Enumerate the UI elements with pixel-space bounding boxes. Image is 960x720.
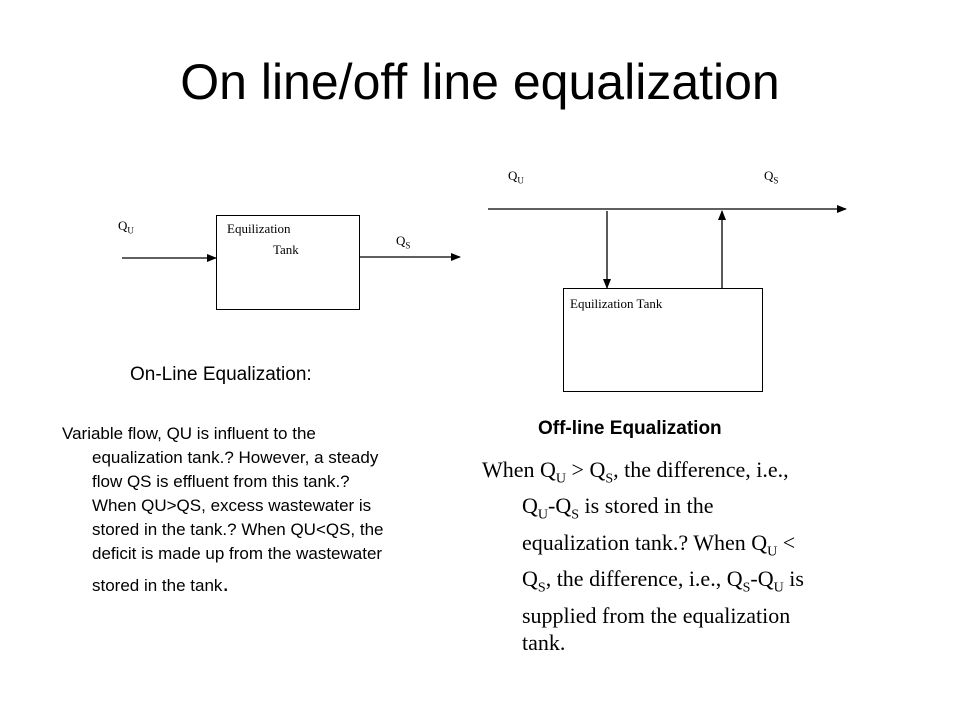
- online-text-line: flow QS is effluent from this tank.?: [92, 472, 350, 491]
- online-description: [62, 422, 482, 598]
- online-caption: On-Line Equalization:: [130, 364, 312, 385]
- online-text-line: Variable flow, QU is influent to the: [62, 424, 316, 443]
- offline-text-line: supplied from the equalization: [522, 602, 791, 628]
- online-text-line: When QU>QS, excess wastewater is: [92, 496, 372, 515]
- online-tank-label-line1: Equilization: [227, 221, 291, 236]
- online-text-line: stored in the tank.: [92, 570, 230, 597]
- offline-text-line: $Q_S$, the difference, i.e., $Q_S-Q_U$ is: [522, 566, 804, 596]
- online-text-line: equalization tank.? However, a steady: [92, 448, 379, 467]
- offline-text-line: When $Q_U > Q_S$, the difference, i.e.,: [482, 457, 789, 487]
- offline-tank-label: Equilization Tank: [570, 296, 663, 311]
- offline-description: [482, 456, 902, 656]
- offline-text-line: equalization tank.? When $Q_U$ <: [522, 529, 796, 560]
- offline-text-line: $Q_U-Q_S$ is stored in the: [522, 493, 714, 523]
- online-qu-label: $Q_U$: [118, 218, 134, 236]
- online-qs-label: $Q_S$: [396, 233, 411, 251]
- offline-qs-label: $Q_S$: [764, 168, 779, 186]
- offline-qu-label: $Q_U$: [508, 168, 524, 186]
- offline-text-line: tank.: [522, 629, 566, 655]
- slide-title: On line/off line equalization: [180, 54, 780, 110]
- online-tank-label-line2: Tank: [273, 242, 299, 257]
- offline-caption: Off-line Equalization: [538, 418, 722, 439]
- online-text-line: deficit is made up from the wastewater: [92, 544, 383, 563]
- online-text-line: stored in the tank.? When QU<QS, the: [92, 520, 384, 539]
